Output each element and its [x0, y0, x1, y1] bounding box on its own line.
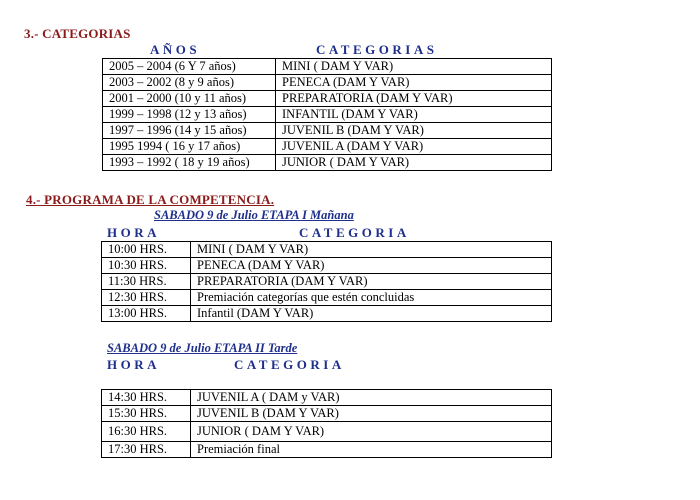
section-3-title: 3.- CATEGORIAS [24, 26, 131, 41]
years-column-header: AÑOS [150, 42, 201, 57]
table-row [102, 290, 552, 306]
years-cell: 1995 1994 ( 16 y 17 años) [103, 139, 276, 155]
table-row [102, 422, 552, 442]
years-cell: 2005 – 2004 (6 Y 7 años) [103, 59, 276, 75]
table-row [102, 274, 552, 290]
category-cell: Infantil (DAM Y VAR) [191, 306, 552, 322]
categories-column-header: CATEGORIAS [316, 42, 438, 57]
table-row [102, 258, 552, 274]
category-cell: JUVENIL B (DAM Y VAR) [191, 406, 552, 422]
stage-1-category-header: CATEGORIA [299, 225, 410, 240]
years-cell: 2001 – 2000 (10 y 11 años) [103, 91, 276, 107]
table-row [103, 75, 552, 91]
time-cell: 16:30 HRS. [102, 422, 191, 442]
category-cell: PENECA (DAM Y VAR) [276, 75, 552, 91]
time-cell: 13:00 HRS. [102, 306, 191, 322]
time-cell: 10:30 HRS. [102, 258, 191, 274]
category-cell: JUVENIL A ( DAM y VAR) [191, 390, 552, 406]
stage-1-time-header: HORA [107, 225, 160, 240]
stage-2-schedule-table [101, 389, 552, 458]
time-cell: 14:30 HRS. [102, 390, 191, 406]
time-cell: 10:00 HRS. [102, 242, 191, 258]
category-cell: JUVENIL A (DAM Y VAR) [276, 139, 552, 155]
category-cell: JUNIOR ( DAM Y VAR) [276, 155, 552, 171]
table-row [102, 442, 552, 458]
category-cell: JUVENIL B (DAM Y VAR) [276, 123, 552, 139]
table-row [103, 155, 552, 171]
stage-2-subtitle: SABADO 9 de Julio ETAPA II Tarde [107, 341, 298, 355]
category-cell: MINI ( DAM Y VAR) [276, 59, 552, 75]
table-row [102, 406, 552, 422]
years-cell: 2003 – 2002 (8 y 9 años) [103, 75, 276, 91]
time-cell: 17:30 HRS. [102, 442, 191, 458]
stage-2-time-header: HORA [107, 357, 160, 372]
years-cell: 1999 – 1998 (12 y 13 años) [103, 107, 276, 123]
category-cell: INFANTIL (DAM Y VAR) [276, 107, 552, 123]
time-cell: 12:30 HRS. [102, 290, 191, 306]
table-row [103, 139, 552, 155]
category-cell: JUNIOR ( DAM Y VAR) [191, 422, 552, 442]
section-4-title: 4.- PROGRAMA DE LA COMPETENCIA. [26, 192, 275, 207]
stage-2-category-header: CATEGORIA [234, 357, 345, 372]
table-row [103, 123, 552, 139]
years-cell: 1993 – 1992 ( 18 y 19 años) [103, 155, 276, 171]
table-row [103, 91, 552, 107]
category-cell: PENECA (DAM Y VAR) [191, 258, 552, 274]
stage-1-schedule-table [101, 241, 552, 322]
stage-1-subtitle: SABADO 9 de Julio ETAPA I Mañana [154, 208, 354, 222]
category-cell: Premiación final [191, 442, 552, 458]
table-row [102, 242, 552, 258]
time-cell: 11:30 HRS. [102, 274, 191, 290]
categories-table [102, 58, 552, 171]
time-cell: 15:30 HRS. [102, 406, 191, 422]
category-cell: Premiación categorías que estén concluidas [191, 290, 552, 306]
category-cell: PREPARATORIA (DAM Y VAR) [276, 91, 552, 107]
table-row [103, 107, 552, 123]
table-row [102, 390, 552, 406]
category-cell: MINI ( DAM Y VAR) [191, 242, 552, 258]
table-row [102, 306, 552, 322]
table-row [103, 59, 552, 75]
years-cell: 1997 – 1996 (14 y 15 años) [103, 123, 276, 139]
category-cell: PREPARATORIA (DAM Y VAR) [191, 274, 552, 290]
